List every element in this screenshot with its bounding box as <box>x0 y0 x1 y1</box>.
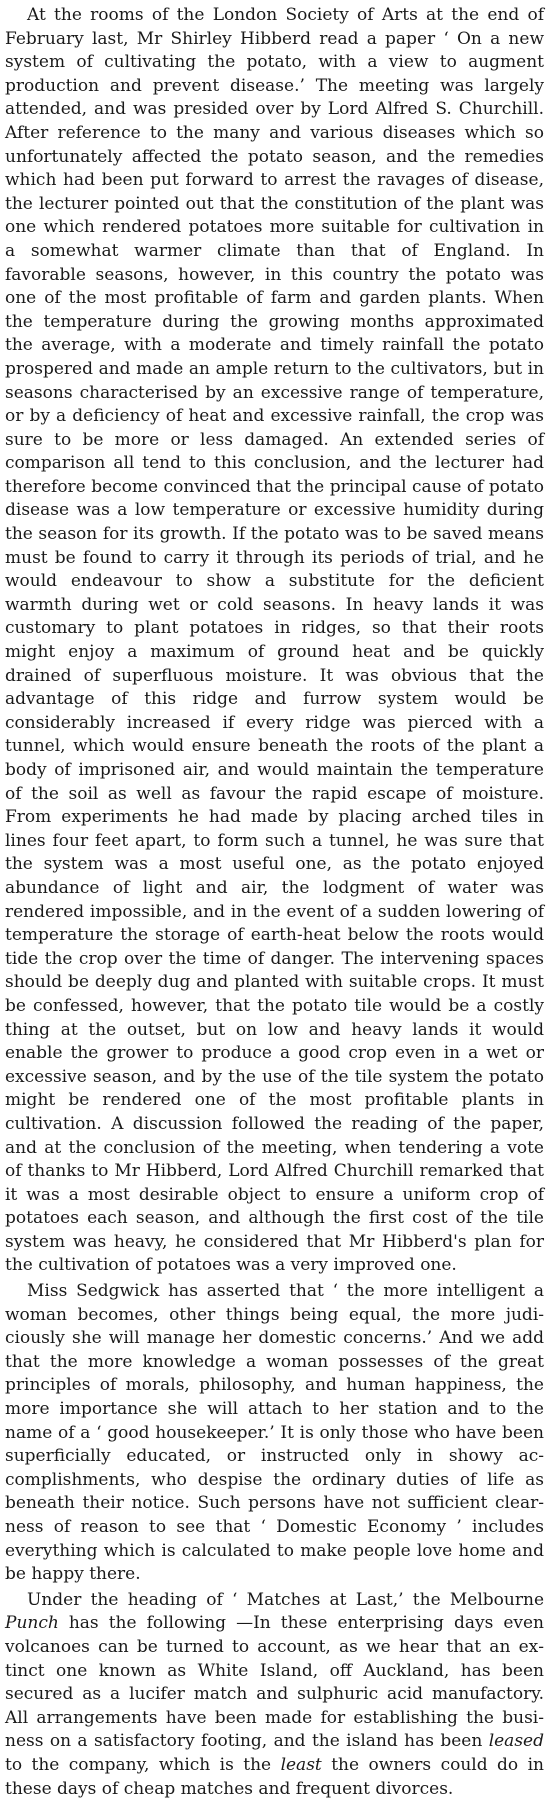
text-run: has the following —In these enterprising days even volcanoes can be turned to account, as we hear that an extinct one known as White Island, off Auckland, has been secured as a lucifer match and sulphuric acid manufactory. All arrangements have been made for establishing the business on a satisfactory footing, and the island has been <box>5 1613 544 1752</box>
matches-at-last-paragraph <box>5 1589 544 1801</box>
domestic-economy-paragraph: Miss Sedgwick has asserted that ‘ the more intelligent a woman becomes, other things being equal, the more judiciously she will manage her domestic concerns.’ And we add that the more knowledge a woman possesses of the great principles of morals, philosophy, and human happiness, the more importance she will attach to her station and to the name of a ‘ good housekeeper.’ It is only those who have been superficially educated, or instructed only in showy accomplishments, who despise the ordinary duties of life as beneath their notice. Such persons have not sufficient clearness of reason to see that ‘ Domestic Economy ’ includes everything which is calculated to make people love home and be happy there. <box>5 1281 544 1585</box>
text-run: to the company, which is the <box>5 1754 281 1775</box>
italic-run-least: least <box>280 1754 322 1775</box>
italic-run-leased: leased <box>488 1731 544 1752</box>
text-run: the owners could do in these days of cheap matches and frequent divorces. <box>5 1754 544 1799</box>
text-run: Under the heading of ‘ Matches at Last,’ the Melbourne <box>27 1589 544 1610</box>
potato-cultivation-paragraph: At the rooms of the London Society of Arts at the end of February last, Mr Shirley Hibberd read a paper ‘ On a new system of cultivating the potato, with a view to augment production and prevent disease.’ The meeting was largely attended, and was presided over by Lord Alfred S. Churchill. After reference to the many and various diseases which so unfortunately affected the potato season, and the remedies which had been put forward to arrest the ravages of disease, the lecturer pointed out that the constitution of the plant was one which rendered potatoes more suitable for cultivation in a somewhat warmer climate than that of England. In favorable seasons, however, in this country the potato was one of the most profitable of farm and garden plants. When the temperature during the growing months approximated the average, with a moderate and timely rainfall the potato prospered and made an ample return to the cultivators, but in seasons characterised by an excessive range of temperature, or by a deficiency of heat and excessive rainfall, the crop was sure to be more or less damaged. An extended series of comparison all tend to this conclusion, and the lecturer had therefore become convinced that the principal cause of potato disease was a low temperature or excessive humidity during the season for its growth. If the potato was to be saved means must be found to carry it through its periods of trial, and he would endeavour to show a substitute for the deficient warmth during wet or cold seasons. In heavy lands it was customary to plant potatoes in ridges, so that their roots might enjoy a maximum of ground heat and be quickly drained of superfluous moisture. It was obvious that the advantage of this ridge and furrow system would be considerably increased if every ridge was pierced with a tunnel, which would ensure beneath the roots of the plant a body of imprisoned air, and would maintain the temperature of the soil as well as favour the rapid escape of moisture. From experiments he had made by placing arched tiles in lines four feet apart, to form such a tunnel, he was sure that the system was a most useful one, as the potato enjoyed abundance of light and air, the lodgment of water was rendered impossible, and in the event of a sudden lowering of temperature the storage of earth-heat below the roots would tide the crop over the time of danger. The intervening spaces should be deeply dug and planted with suitable crops. It must be confessed, however, that the potato tile would be a costly thing at the outset, but on low and heavy lands it would enable the grower to produce a good crop even in a wet or excessive season, and by the use of the tile system the potato might be rendered one of the most profitable plants in cultivation. A discussion followed the reading of the paper, and at the conclusion of the meeting, when tendering a vote of thanks to Mr Hibberd, Lord Alfred Churchill remarked that it was a most desirable object to ensure a uniform crop of potatoes each season, and although the first cost of the tile system was heavy, he considered that Mr Hibberd's plan for the cultivation of potatoes was a very improved one. <box>5 5 544 1276</box>
italic-run-punch: Punch <box>5 1613 59 1634</box>
